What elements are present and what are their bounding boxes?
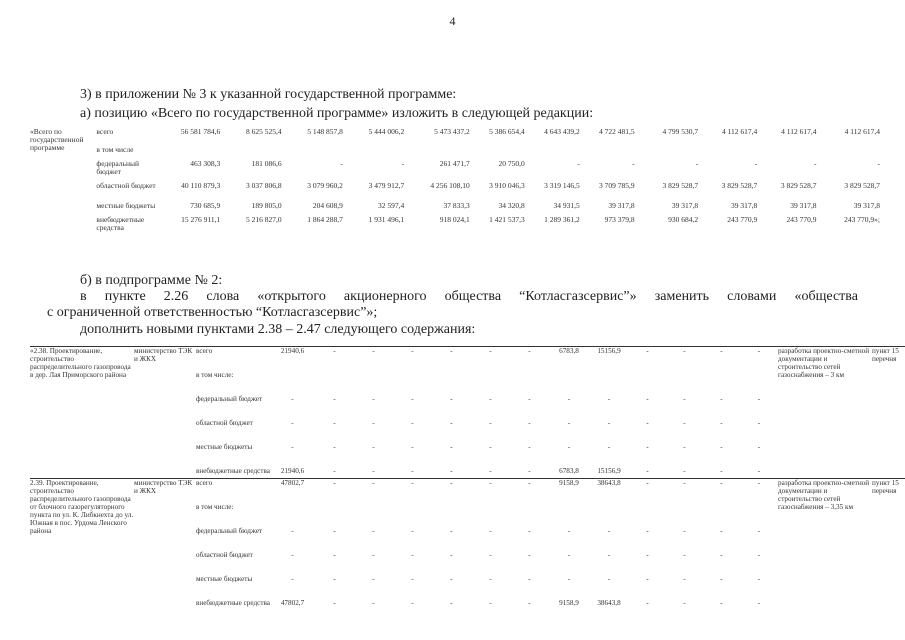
amount-cell (703, 503, 740, 527)
amount-cell: 15156,9 (589, 347, 629, 372)
amount-cell: 930 684,2 (668, 215, 699, 224)
amount-cell: - (528, 419, 531, 427)
amount-cell: - (450, 467, 453, 475)
amount-cell: - (393, 479, 432, 504)
word: 2.26 (163, 289, 189, 304)
word: «общества (794, 289, 858, 304)
amount-cell: - (411, 467, 414, 475)
amount-cell: - (720, 527, 723, 535)
amount-cell (432, 503, 471, 527)
amount-cell: - (720, 599, 723, 607)
funding-source: внебюджетные средства (196, 599, 270, 607)
amount-cell: 3 079 960,2 (307, 181, 343, 190)
amount-cell (315, 503, 354, 527)
funding-source: местные бюджеты (96, 201, 156, 210)
amount-cell: - (528, 467, 531, 475)
amount-cell: - (450, 551, 453, 559)
amount-cell: - (757, 599, 761, 607)
table-row (30, 202, 880, 216)
amount-cell: - (333, 599, 336, 607)
funding-source: областной бюджет (196, 419, 253, 427)
amount-cell: - (450, 395, 453, 403)
amount-cell: 5 473 437,2 (434, 127, 470, 136)
amount-cell: - (814, 159, 817, 168)
amount-cell (629, 503, 666, 527)
amount-cell: - (528, 443, 531, 451)
amount-cell: 4 112 617,4 (781, 127, 817, 136)
amount-cell: - (666, 479, 703, 504)
amount-cell: - (372, 551, 375, 559)
amount-cell: 918 024,1 (439, 215, 470, 224)
amount-cell: 4 256 108,10 (430, 181, 470, 190)
amount-cell: - (401, 159, 405, 168)
table-row (30, 216, 880, 234)
amount-cell: - (471, 479, 510, 504)
word: акционерного (343, 289, 427, 304)
amount-cell: - (411, 419, 414, 427)
funding-source: областной бюджет (96, 181, 156, 190)
amount-cell: 38643,8 (589, 479, 629, 504)
amount-cell (589, 371, 629, 395)
funding-source: федеральный бюджет (196, 527, 263, 535)
amount-cell: 37 833,3 (443, 201, 470, 210)
paragraph-add-items: дополнить новыми пунктами 2.38 – 2.47 следующего содержания: (80, 322, 476, 337)
amount-cell: - (510, 347, 549, 372)
amount-cell: - (757, 467, 761, 475)
amount-cell (757, 146, 816, 160)
word: в (80, 289, 87, 304)
amount-cell: - (372, 527, 375, 535)
table-row (30, 146, 880, 160)
amount-cell: - (340, 159, 343, 168)
amount-cell (343, 146, 404, 160)
amount-cell (404, 146, 470, 160)
amount-cell: - (720, 575, 723, 583)
amount-cell: - (757, 527, 761, 535)
amount-cell (354, 503, 393, 527)
word: «открытого (257, 289, 326, 304)
table-row (30, 128, 880, 146)
amount-cell: 5 148 857,8 (307, 127, 343, 136)
amount-cell: - (567, 395, 571, 403)
funding-source: всего (196, 347, 270, 372)
amount-cell: - (528, 395, 531, 403)
word: слова (206, 289, 240, 304)
amount-cell: - (567, 419, 571, 427)
amount-cell: - (754, 159, 758, 168)
word: пункте (104, 289, 146, 304)
executor: министерство ТЭК и ЖКХ (134, 479, 196, 624)
amount-cell: - (291, 443, 294, 451)
amount-cell: - (528, 551, 531, 559)
amount-cell: 3 829 528,7 (844, 181, 880, 190)
amount-cell (635, 146, 698, 160)
amount-cell: - (291, 419, 294, 427)
amount-cell: - (740, 479, 778, 504)
amount-cell: 973 379,8 (604, 215, 635, 224)
amount-cell: - (740, 347, 778, 372)
funding-source: в том числе: (196, 503, 234, 511)
amount-cell: - (646, 575, 649, 583)
amount-cell (354, 371, 393, 395)
amount-cell (580, 146, 635, 160)
amount-cell: 40 110 879,3 (181, 181, 221, 190)
amount-cell: 56 581 784,6 (180, 127, 221, 136)
amount-cell: - (489, 599, 492, 607)
amount-cell: - (411, 551, 414, 559)
amount-cell: 3 829 528,7 (721, 181, 758, 190)
amount-cell: 8 625 525,4 (245, 127, 282, 136)
amount-cell: 181 086,6 (251, 159, 282, 168)
amount-cell: - (411, 395, 414, 403)
amount-cell: - (315, 347, 354, 372)
amount-cell: - (683, 575, 686, 583)
amount-cell: 3 319 146,5 (544, 181, 580, 190)
amount-cell: 3 829 528,7 (662, 181, 699, 190)
amount-cell: - (528, 575, 531, 583)
amount-cell: - (471, 347, 510, 372)
funding-source: внебюджетные средства (196, 467, 270, 475)
subprogram-items-table-2-39 (30, 478, 905, 623)
amount-cell: 1 289 361,2 (544, 215, 580, 224)
amount-cell: 5 444 006,2 (368, 127, 405, 136)
amount-cell: - (450, 443, 453, 451)
amount-cell: - (450, 419, 453, 427)
amount-cell: 4 722 481,5 (599, 127, 635, 136)
amount-cell: 261 471,7 (439, 159, 470, 168)
amount-cell: - (646, 599, 649, 607)
amount-cell: - (291, 551, 294, 559)
amount-cell: - (432, 347, 471, 372)
amount-cell (432, 371, 471, 395)
amount-cell: - (333, 575, 336, 583)
amount-cell (270, 371, 315, 395)
amount-cell: - (411, 443, 414, 451)
amount-cell (666, 371, 703, 395)
amount-cell (270, 503, 315, 527)
amount-cell (315, 371, 354, 395)
amount-cell: 6783,8 (559, 467, 579, 475)
amount-cell: - (607, 527, 611, 535)
amount-cell: - (629, 347, 666, 372)
amount-cell: - (489, 551, 492, 559)
paragraph-item-b: б) в подпрограмме № 2: (80, 273, 223, 288)
amount-cell (471, 503, 510, 527)
table-row (30, 479, 905, 504)
amount-cell: - (354, 479, 393, 504)
amount-cell: - (291, 395, 294, 403)
amount-cell: 34 931,5 (553, 201, 580, 210)
amount-cell (740, 371, 778, 395)
expected-result: разработка проектно-сметной документации и строительство сетей газоснабжения – 3 км (778, 347, 872, 492)
amount-cell: - (720, 467, 723, 475)
amount-cell: - (291, 527, 294, 535)
amount-cell: 47802,7 (280, 599, 305, 607)
amount-cell: - (577, 159, 580, 168)
item-name: «2.38. Проектирование, строительство распределительного газопровода в дер. Лая Приморского района (30, 347, 134, 492)
amount-cell: 39 317,8 (731, 201, 758, 210)
executor: министерство ТЭК и ЖКХ (134, 347, 196, 492)
amount-cell (470, 146, 525, 160)
amount-cell: - (683, 599, 686, 607)
funding-source: федеральный бюджет (196, 395, 263, 403)
amount-cell: 4 112 617,4 (844, 127, 880, 136)
item-name: 2.39. Проектирование, строительство распределительного газопровода от блочного газорегуляторного пункта по ул. К. Либкнехта до ул. Южная в пос. Урдома Ленского района (30, 479, 134, 624)
amount-cell: 20 750,0 (498, 159, 525, 168)
paragraph-2-26-line1 (80, 288, 858, 305)
amount-cell: 4 799 530,7 (662, 127, 699, 136)
amount-cell: - (372, 395, 375, 403)
paragraph-item-a: а) позицию «Всего по государственной программе» изложить в следующей редакции: (80, 106, 594, 121)
amount-cell: - (646, 527, 649, 535)
amount-cell: 4 643 439,2 (544, 127, 580, 136)
funding-source: в том числе (96, 145, 134, 154)
amount-cell: - (489, 575, 492, 583)
amount-cell (393, 371, 432, 395)
amount-cell: 38643,8 (597, 599, 621, 607)
amount-cell: - (528, 527, 531, 535)
amount-cell: 3 910 046,3 (489, 181, 525, 190)
amount-cell: - (720, 395, 723, 403)
amount-cell: - (629, 479, 666, 504)
amount-cell: - (607, 395, 611, 403)
subprogram-items-table-2-38 (30, 346, 905, 491)
amount-cell: 189 805,0 (251, 201, 282, 210)
amount-cell: - (720, 443, 723, 451)
amount-cell: - (567, 551, 571, 559)
amount-cell: - (333, 467, 336, 475)
amount-cell: 34 320,8 (498, 201, 525, 210)
amount-cell: 3 479 912,7 (368, 181, 405, 190)
list-reference: пункт 15 перечня (872, 479, 905, 624)
amount-cell (740, 503, 778, 527)
amount-cell: 243 770,9 (786, 215, 817, 224)
amount-cell: - (333, 551, 336, 559)
word: заменить (654, 289, 710, 304)
amount-cell: - (372, 419, 375, 427)
amount-cell: 243 770,9 (727, 215, 758, 224)
amount-cell: 21940,6 (270, 347, 315, 372)
paragraph-item-3: 3) в приложении № 3 к указанной государственной программе: (80, 87, 457, 102)
amount-cell: - (333, 443, 336, 451)
empty-cell (30, 216, 93, 234)
amount-cell: - (372, 443, 375, 451)
amount-cell: - (450, 527, 453, 535)
row-label: «Всего по государственной программе (30, 127, 84, 152)
program-total-table (30, 128, 880, 234)
amount-cell: 3 709 785,9 (599, 181, 635, 190)
amount-cell: - (683, 551, 686, 559)
amount-cell (393, 503, 432, 527)
amount-cell: - (354, 347, 393, 372)
amount-cell: - (489, 419, 492, 427)
funding-source: всего (196, 479, 270, 504)
funding-source: местные бюджеты (196, 443, 253, 451)
amount-cell: - (646, 551, 649, 559)
amount-cell: 1 421 537,3 (489, 215, 525, 224)
amount-cell: - (646, 419, 649, 427)
amount-cell: - (411, 599, 414, 607)
amount-cell: 6783,8 (549, 347, 589, 372)
empty-cell (30, 160, 93, 182)
amount-cell: 1 864 288,7 (307, 215, 343, 224)
amount-cell (471, 371, 510, 395)
funding-source: в том числе: (196, 371, 234, 379)
amount-cell: - (757, 575, 761, 583)
amount-cell: - (703, 479, 740, 504)
amount-cell (525, 146, 580, 160)
table-row (30, 347, 905, 372)
amount-cell: - (757, 551, 761, 559)
amount-cell: - (695, 159, 699, 168)
amount-cell: 730 685,9 (190, 201, 221, 210)
amount-cell: - (877, 159, 880, 168)
amount-cell: - (757, 419, 761, 427)
amount-cell: - (291, 575, 294, 583)
amount-cell: 15156,9 (597, 467, 621, 475)
amount-cell (589, 503, 629, 527)
amount-cell: - (646, 443, 649, 451)
amount-cell: - (372, 467, 375, 475)
amount-cell (549, 503, 589, 527)
amount-cell: 9158,9 (549, 479, 589, 504)
amount-cell: - (489, 443, 492, 451)
amount-cell: - (315, 479, 354, 504)
amount-cell: - (607, 575, 611, 583)
page-number: 4 (449, 14, 456, 28)
amount-cell (666, 503, 703, 527)
amount-cell: - (683, 443, 686, 451)
funding-source: областной бюджет (196, 551, 253, 559)
amount-cell: - (720, 419, 723, 427)
table-row (30, 160, 880, 182)
amount-cell: 463 308,3 (190, 159, 221, 168)
amount-cell: - (567, 575, 571, 583)
amount-cell: 3 037 806,8 (245, 181, 282, 190)
amount-cell: 39 317,8 (790, 201, 817, 210)
amount-cell: - (567, 527, 571, 535)
funding-source: федеральный бюджет (96, 159, 140, 176)
amount-cell: - (432, 479, 471, 504)
amount-cell: - (489, 395, 492, 403)
word: общества (444, 289, 502, 304)
amount-cell: - (411, 527, 414, 535)
amount-cell: 21940,6 (280, 467, 305, 475)
amount-cell: 39 317,8 (853, 201, 880, 210)
amount-cell: - (528, 599, 531, 607)
table-row (30, 182, 880, 202)
amount-cell: - (646, 395, 649, 403)
amount-cell: 243 770,9»; (844, 215, 880, 224)
amount-cell: - (666, 347, 703, 372)
paragraph-2-26-line2: с ограниченной ответственностью “Котласгазсервис”»; (47, 305, 378, 320)
amount-cell: 39 317,8 (671, 201, 699, 210)
amount-cell: - (757, 395, 761, 403)
amount-cell: 5 216 827,0 (245, 215, 282, 224)
amount-cell: - (757, 443, 761, 451)
amount-cell: - (720, 551, 723, 559)
amount-cell: - (607, 419, 611, 427)
amount-cell (220, 146, 281, 160)
amount-cell: - (489, 467, 492, 475)
funding-source: местные бюджеты (196, 575, 253, 583)
amount-cell (549, 371, 589, 395)
amount-cell: - (646, 467, 649, 475)
expected-result: разработка проектно-сметной документации и строительство сетей газоснабжения – 3,35 км (778, 479, 872, 624)
amount-cell: - (683, 419, 686, 427)
empty-cell (30, 182, 93, 202)
list-reference: пункт 15 перечня (872, 347, 905, 492)
amount-cell: - (607, 551, 611, 559)
amount-cell: - (450, 599, 453, 607)
funding-source: всего (96, 127, 114, 136)
amount-cell (817, 146, 881, 160)
amount-cell: 5 386 654,4 (489, 127, 525, 136)
amount-cell (510, 371, 549, 395)
amount-cell: - (607, 443, 611, 451)
amount-cell (161, 146, 220, 160)
amount-cell (510, 503, 549, 527)
amount-cell: - (333, 395, 336, 403)
amount-cell: - (372, 575, 375, 583)
amount-cell: 15 276 911,1 (181, 215, 221, 224)
amount-cell: - (450, 575, 453, 583)
amount-cell: 32 597,4 (377, 201, 405, 210)
amount-cell: 3 829 528,7 (780, 181, 817, 190)
amount-cell: 204 608,9 (312, 201, 343, 210)
amount-cell (698, 146, 757, 160)
amount-cell: - (411, 575, 414, 583)
amount-cell: 39 317,8 (608, 201, 635, 210)
amount-cell: - (567, 443, 571, 451)
word: словами (727, 289, 777, 304)
amount-cell: - (333, 419, 336, 427)
amount-cell: - (372, 599, 375, 607)
word: “Котласгазсервис”» (519, 289, 637, 304)
funding-source: внебюджетные средства (96, 215, 145, 232)
amount-cell: - (683, 527, 686, 535)
amount-cell: - (510, 479, 549, 504)
amount-cell (703, 371, 740, 395)
amount-cell (629, 371, 666, 395)
empty-cell (30, 202, 93, 216)
amount-cell: 1 931 496,1 (368, 215, 405, 224)
amount-cell: 47802,7 (270, 479, 315, 504)
amount-cell: 9158,9 (559, 599, 579, 607)
amount-cell: - (333, 527, 336, 535)
amount-cell: - (683, 395, 686, 403)
amount-cell: 4 112 617,4 (721, 127, 758, 136)
amount-cell: - (703, 347, 740, 372)
amount-cell (282, 146, 343, 160)
amount-cell: - (632, 159, 635, 168)
amount-cell: - (489, 527, 492, 535)
amount-cell: - (393, 347, 432, 372)
amount-cell: - (683, 467, 686, 475)
